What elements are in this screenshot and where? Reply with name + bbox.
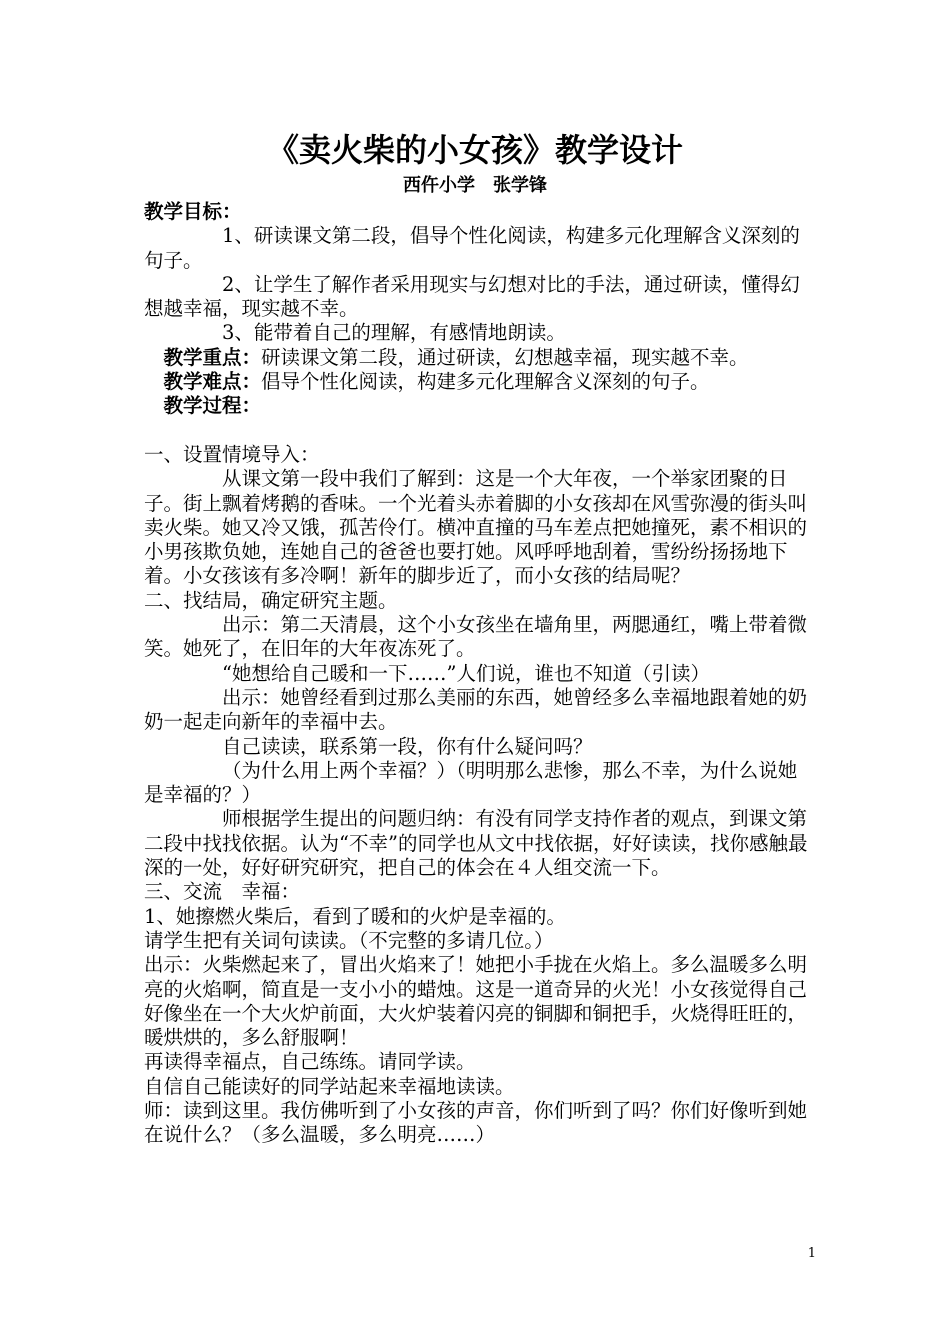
key-point-label: 教学重点： [163, 345, 262, 369]
difficulty-label: 教学难点： [163, 370, 262, 394]
document-body [144, 200, 816, 1148]
section2-paragraph: 出示：她曾经看到过那么美丽的东西，她曾经多么幸福地跟着她的奶奶一起走向新年的幸福中去。 [144, 685, 808, 734]
document-title: 《卖火柴的小女孩》教学设计 [266, 131, 683, 169]
difficulty-text: 倡导个性化阅读，构建多元化理解含义深刻的句子。 [261, 370, 710, 394]
section2-paragraph: 自己读读，联系第一段，你有什么疑问吗？ [222, 734, 593, 758]
page-number: 1 [807, 1246, 816, 1261]
difficulty [144, 370, 816, 394]
section3-heading: 三、交流 幸福： [144, 880, 301, 904]
section3-paragraph: 出示：火柴燃起来了，冒出火焰来了！她把小手拢在火焰上。多么温暖多么明亮的火焰啊，简直是一支小小的蜡烛。这是一道奇异的火光！小女孩觉得自己好像坐在一个大火炉前面，大火炉装着闪亮的铜脚和铜把手，火烧得旺旺的，暖烘烘的，多么舒服啊！ [144, 953, 808, 1050]
blank-line [144, 419, 816, 443]
author-line: 西仵小学 张学锋 [403, 175, 547, 196]
section3-paragraph: 1、她擦燃火柴后，看到了暖和的火炉是幸福的。 [144, 904, 566, 928]
objective-2: 2、让学生了解作者采用现实与幻想对比的手法，通过研读，懂得幻想越幸福，现实越不幸。 [144, 272, 800, 321]
section2-paragraph: 师根据学生提出的问题归纳：有没有同学支持作者的观点，到课文第二段中找找依据。认为“不幸”的同学也从文中找依据，好好读读，找你感触最深的一处，好好研究研究，把自己的体会在４人组交流一下。 [144, 807, 808, 880]
section2-heading: 二、找结局，确定研究主题。 [144, 588, 398, 612]
section3-paragraph: 再读得幸福点，自己练练。请同学读。 [144, 1050, 476, 1074]
section1-heading: 一、设置情境导入： [144, 442, 320, 466]
key-point-text: 研读课文第二段，通过研读，幻想越幸福，现实越不幸。 [261, 345, 749, 369]
section2-paragraph: 出示：第二天清晨，这个小女孩坐在墙角里，两腮通红，嘴上带着微笑。她死了，在旧年的大年夜冻死了。 [144, 613, 808, 661]
section2-paragraph: （为什么用上两个幸福？）（明明那么悲惨，那么不幸，为什么说她是幸福的？） [144, 758, 798, 807]
section3-paragraph: 请学生把有关词句读读。（不完整的多请几位。） [144, 928, 554, 952]
section1-paragraph: 从课文第一段中我们了解到：这是一个大年夜，一个举家团聚的日子。街上飘着烤鹅的香味。一个光着头赤着脚的小女孩却在风雪弥漫的街头叫卖火柴。她又冷又饿，孤苦伶仃。横冲直撞的马车差点把她撞死，素不相识的小男孩欺负她，连她自己的爸爸也要打她。风呼呼地刮着，雪纷纷扬扬地下着。小女孩该有多冷啊！新年的脚步近了，而小女孩的结局呢？ [144, 467, 808, 588]
section3-paragraph: 自信自己能读好的同学站起来幸福地读读。 [144, 1074, 515, 1098]
process-heading: 教学过程： [163, 394, 262, 418]
objectives-heading: 教学目标： [144, 200, 242, 223]
objective-3: 3、能带着自己的理解，有感情地朗读。 [222, 321, 566, 345]
section3-paragraph: 师：读到这里。我仿佛听到了小女孩的声音，你们听到了吗？你们好像听到她在说什么？（多么温暖，多么明亮……） [144, 1098, 808, 1147]
objective-1: 1、研读课文第二段，倡导个性化阅读，构建多元化理解含义深刻的句子。 [144, 224, 800, 272]
section2-paragraph: “她想给自己暖和一下……”人们说，谁也不知道（引读） [222, 661, 710, 685]
key-point [144, 346, 816, 370]
